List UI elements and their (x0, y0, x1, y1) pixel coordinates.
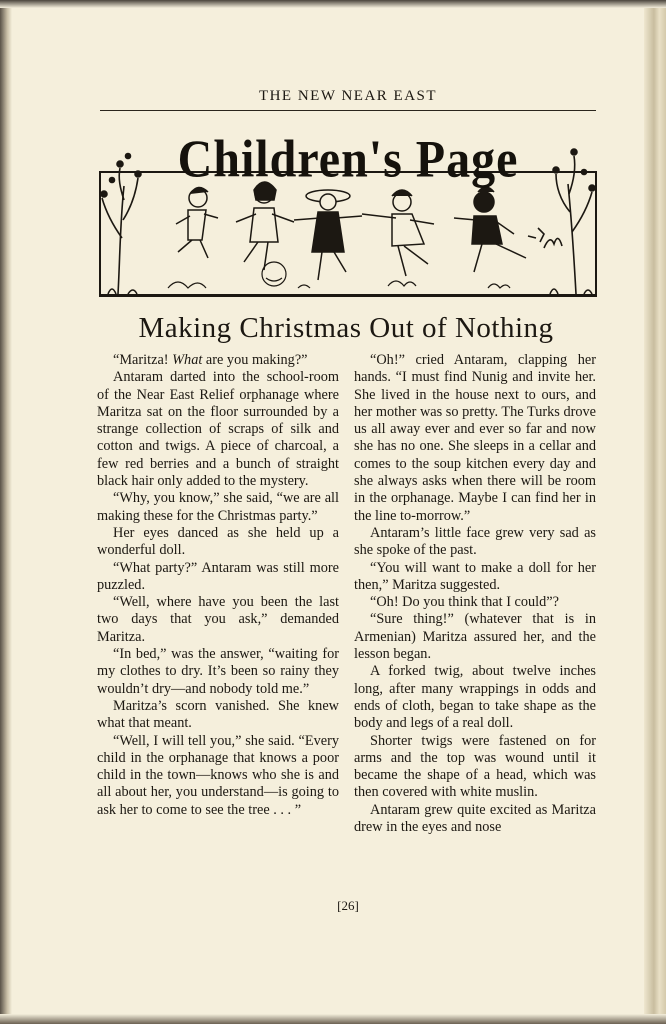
article-paragraph: “Oh!” cried Antaram, clapping her hands. “I must find Nunig and invite her. She lived in the house next to ours, and her mother was so pretty. The Turks drove us all away ever and ever so far and now she has no one. She sleeps in a cellar and comes to the soup kitchen every day and she always asks when there will be room in the orphanage. Maybe I can find her in the line to-morrow.” (354, 352, 596, 524)
dancing-children (176, 182, 526, 280)
page-number: [26] (337, 898, 359, 913)
ground-flowers (168, 262, 510, 288)
running-header: THE NEW NEAR EAST (258, 88, 438, 104)
article-paragraph: Antaram’s little face grew very sad as she spoke of the past. (354, 524, 596, 559)
article-paragraph: “Why, you know,” she said, “we are all making these for the Christmas party.” (97, 490, 339, 524)
article-paragraph: A forked twig, about twelve inches long, after many wrappings in odds and ends of cloth, began to take shape as the body and legs of a real doll. (354, 663, 596, 732)
article-paragraph: Antaram darted into the school-room of the Near East Relief orphanage where Maritza sat on the floor surrounded by a strange collection of scraps of silk and cotton and twigs. A piece of charcoal, a few red berries and a bunch of straight black hair only added to the mystery. (97, 369, 339, 490)
childrens-page-title: Children's Page (177, 130, 519, 189)
right-tree-icon (528, 149, 595, 294)
article-paragraph: “Well, I will tell you,” she said. “Every child in the orphanage that knows a poor child in the town—knows who she is and all about her, you understand—is going to ask her to come to see the tree . . . ” (97, 732, 339, 818)
article-paragraph: Antaram grew quite excited as Maritza drew in the eyes and nose (354, 801, 596, 836)
page-edge-top (0, 0, 666, 8)
left-tree-icon (101, 154, 141, 295)
article-paragraph: “Oh! Do you think that I could”? (370, 594, 559, 611)
page-edge-right (644, 0, 666, 1024)
binding-shadow-left (0, 0, 12, 1024)
article-title: Making Christmas Out of Nothing (138, 312, 554, 344)
article-paragraph: Shorter twigs were fastened on for arms and the top was wound until it became the shape of a head, which was then covered with white muslin. (354, 732, 596, 801)
article-paragraph: “Sure thing!” (whatever that is in Armenian) Maritza assured her, and the lesson began. (354, 611, 596, 663)
article-paragraph: “You will want to make a doll for her then,” Maritza suggested. (354, 559, 596, 593)
article-paragraph: “Maritza! What are you making?” (113, 352, 308, 368)
article-right-column (354, 352, 596, 836)
article-paragraph: “Well, where have you been the last two days that you ask,” demanded Maritza. (97, 594, 339, 645)
article-left-column (97, 352, 339, 819)
article-paragraph: “In bed,” was the answer, “waiting for my clothes to dry. It’s been so rainy they wouldn’t dry—and nobody told me.” (97, 646, 339, 697)
article-paragraph: Maritza’s scorn vanished. She knew what that meant. (97, 697, 339, 732)
page-edge-bottom (0, 1014, 666, 1024)
header-rule (100, 110, 596, 111)
article-paragraph: “What party?” Antaram was still more puzzled. (97, 559, 339, 593)
banner-frame (100, 172, 596, 296)
article-paragraph: Her eyes danced as she held up a wonderful doll. (97, 524, 339, 559)
childrens-page-banner (98, 128, 598, 302)
